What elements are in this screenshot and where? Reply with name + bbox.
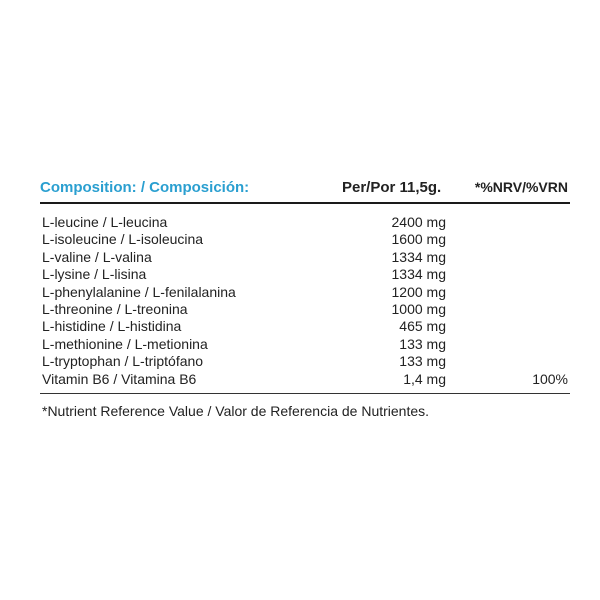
ingredient-name: L-isoleucine / L-isoleucina: [42, 231, 204, 248]
composition-panel: [40, 176, 570, 419]
nrv-heading: *%NRV/%VRN: [474, 179, 568, 195]
ingredient-amount: 2400 mg: [391, 214, 446, 230]
table-row: [40, 318, 570, 335]
ingredient-amount: 1200 mg: [391, 283, 446, 300]
ingredient-amount: 1600 mg: [391, 231, 446, 248]
table-row: [40, 301, 570, 318]
footer-divider: [40, 393, 570, 394]
table-row: [40, 336, 570, 353]
ingredient-amount: 1000 mg: [391, 300, 446, 317]
ingredient-amount: 465 mg: [399, 318, 446, 335]
table-row: [40, 231, 570, 248]
composition-rows: [40, 214, 570, 388]
table-row: [40, 266, 570, 283]
ingredient-name: L-tryptophan / L-triptófano: [42, 353, 204, 370]
ingredient-name: L-threonine / L-treonina: [42, 300, 188, 317]
ingredient-name: L-valine / L-valina: [42, 248, 152, 265]
ingredient-name: L-histidine / L-histidina: [42, 318, 182, 335]
table-row: [40, 371, 570, 388]
ingredient-name: L-methionine / L-metionina: [42, 335, 208, 352]
serving-size-heading: Per/Por 11,5g.: [342, 179, 442, 196]
ingredient-amount: 1,4 mg: [403, 370, 446, 387]
table-row: [40, 353, 570, 370]
ingredient-amount: 133 mg: [399, 335, 446, 352]
table-row: [40, 214, 570, 231]
footnote: *Nutrient Reference Value / Valor de Referencia de Nutrientes.: [42, 402, 430, 419]
ingredient-name: Vitamin B6 / Vitamina B6: [42, 370, 197, 387]
ingredient-nrv: 100%: [532, 370, 568, 387]
ingredient-name: L-lysine / L-lisina: [42, 266, 147, 283]
table-row: [40, 249, 570, 266]
composition-title: Composition: / Composición:: [40, 179, 250, 196]
header-divider: [40, 202, 570, 204]
ingredient-amount: 133 mg: [399, 353, 446, 370]
table-row: [40, 284, 570, 301]
table-header: [40, 176, 570, 200]
ingredient-amount: 1334 mg: [391, 248, 446, 265]
ingredient-amount: 1334 mg: [391, 266, 446, 283]
ingredient-name: L-phenylalanine / L-fenilalanina: [42, 283, 236, 300]
ingredient-name: L-leucine / L-leucina: [42, 214, 168, 230]
